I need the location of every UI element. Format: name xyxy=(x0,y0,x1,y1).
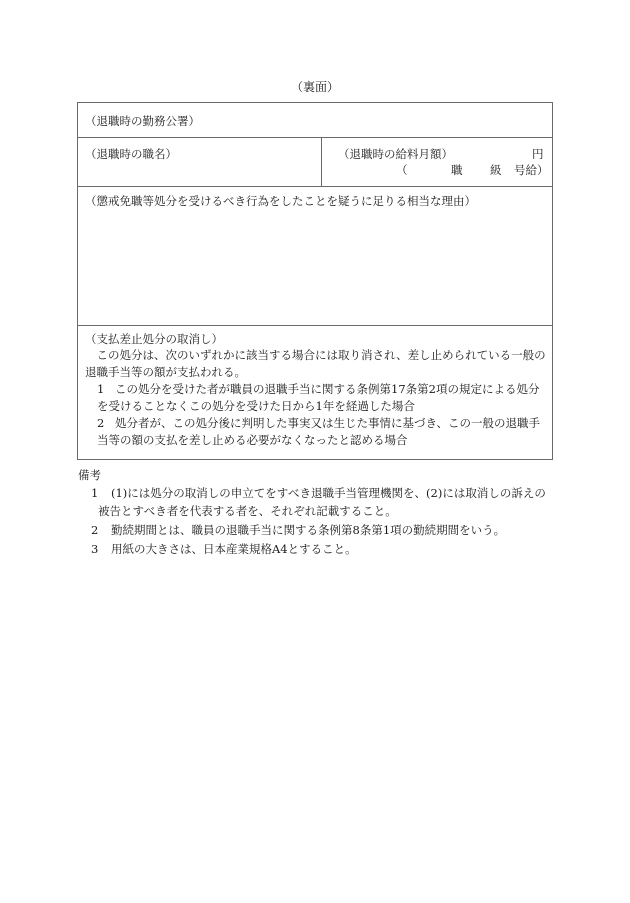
cancel-intro-line1: この処分は、次のいずれかに該当する場合には取り消され、差し止められている一般の xyxy=(85,348,546,362)
cancel-item-1-line2: を受けることなくこの処分を受けた日から1年を経過した場合 xyxy=(97,399,415,413)
cancel-item-1-num: 1 xyxy=(97,382,105,396)
note-3-line1: 用紙の大きさは、日本産業規格A4とすること。 xyxy=(111,542,357,556)
cancel-item-1-line1: この処分を受けた者が職員の退職手当に関する条例第17条第2項の規定による処分 xyxy=(115,382,540,396)
cancel-item-2-line2: 当等の額の支払を差し止める必要がなくなったと認める場合 xyxy=(97,433,408,447)
notes-title: 備考 xyxy=(78,468,101,482)
grade-open-paren: （ xyxy=(396,163,408,177)
salary-unit: 円 xyxy=(532,147,544,161)
cancel-item-2-num: 2 xyxy=(97,416,105,430)
cancel-item-2-line1: 処分者が、この処分後に判明した事実又は生じた事情に基づき、この一般の退職手 xyxy=(115,416,541,430)
page-side-label: （裏面） xyxy=(290,80,339,94)
column-divider xyxy=(321,137,322,186)
grade-kyu: 級 xyxy=(490,163,502,177)
grade-shoku: 職 xyxy=(451,163,463,177)
reason-label: （懲戒免職等処分を受けるべき行為をしたことを疑うに足りる相当な理由） xyxy=(85,194,476,208)
position-label: （退職時の職名） xyxy=(85,147,177,161)
note-1-line2: 被告とすべき者を代表する者を、それぞれ記載すること。 xyxy=(98,504,397,518)
grade-gokyu: 号給） xyxy=(514,163,549,177)
cancel-intro-line2: 退職手当等の額が支払われる。 xyxy=(85,365,246,379)
salary-label: （退職時の給料月額） xyxy=(338,147,453,161)
office-label: （退職時の勤務公署） xyxy=(85,114,200,128)
cancel-section-title: （支払差止処分の取消し） xyxy=(85,332,223,346)
note-2-line1: 勤続期間とは、職員の退職手当に関する条例第8条第1項の勤続期間をいう。 xyxy=(111,523,506,537)
note-1-num: 1 xyxy=(91,486,99,500)
note-3-num: 3 xyxy=(91,542,99,556)
form-table xyxy=(77,102,553,460)
row-divider xyxy=(78,137,552,138)
row-divider xyxy=(78,325,552,326)
row-divider xyxy=(78,186,552,187)
note-1-line1: (1)には処分の取消しの申立てをすべき退職手当管理機関を、(2)には取消しの訴えの xyxy=(111,486,546,500)
note-2-num: 2 xyxy=(91,523,99,537)
